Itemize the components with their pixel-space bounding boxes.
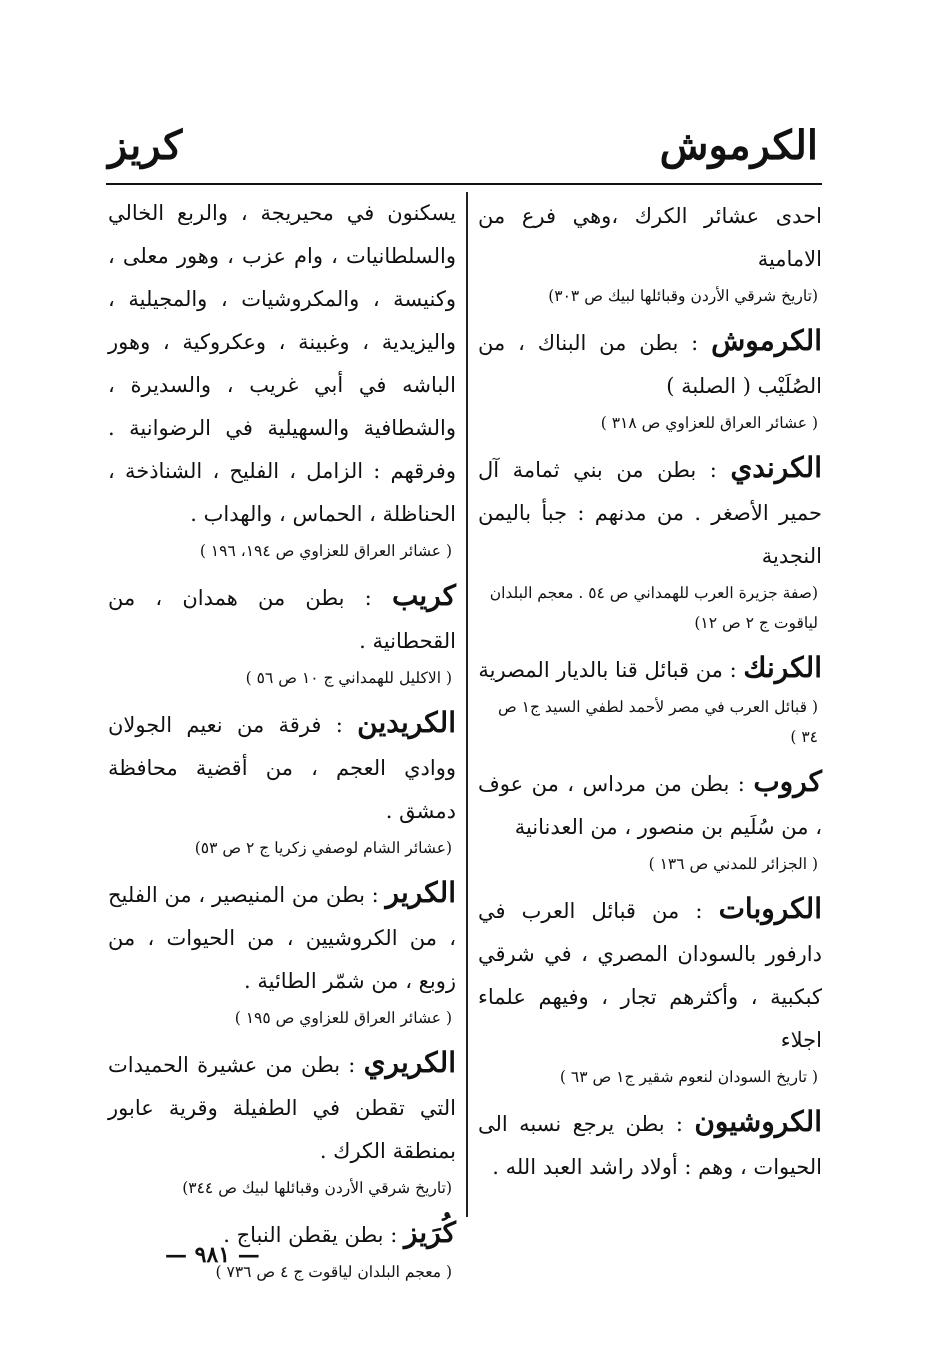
entry-head: الكرموش xyxy=(711,324,822,357)
entry-source: ( الاكليل للهمداني ج ١٠ ص ٥٦ ) xyxy=(245,669,452,687)
entry-head: الكريري xyxy=(363,1046,456,1079)
entry-head: الكريدين xyxy=(357,706,456,739)
entry-source: ( عشائر العراق للعزاوي ص ١٩٤، ١٩٦ ) xyxy=(199,542,452,560)
entry-kariri xyxy=(108,1041,456,1203)
entry-text: الكروشيون : بطن يرجع نسبه الى الحيوات ، وهم : أولاد راشد العبد الله . xyxy=(478,1105,822,1179)
entry-source: ( معجم البلدان لياقوت ج ٤ ص ٧٣٦ ) xyxy=(215,1263,452,1281)
entry-source: ( الجزائر للمدني ص ١٣٦ ) xyxy=(648,855,818,873)
entry-karmush xyxy=(478,319,822,438)
entry-text: الكريري : بطن من عشيرة الحميدات التي تقطن في الطفيلة وقرية عابور بمنطقة الكرك . xyxy=(108,1046,456,1163)
entry-head: كُرَيز xyxy=(403,1216,456,1249)
entry-text: الكرندي : بطن من بني ثمامة آل حمير الأصغر . من مدنهم : جبأ باليمن النجدية xyxy=(478,451,822,568)
entry-head: الكرنك xyxy=(743,651,822,684)
entry-text: الكرنك : من قبائل قنا بالديار المصرية xyxy=(478,651,822,684)
left-column xyxy=(108,192,456,1295)
entry-head: الكروشيون xyxy=(694,1105,822,1138)
header-rule xyxy=(106,183,822,185)
entry-head: الكروبات xyxy=(718,892,822,925)
entry-head: كريب xyxy=(391,579,457,612)
entry-source: ( قبائل العرب في مصر لأحمد لطفي السيد ج١ ص ٣٤ ) xyxy=(498,698,818,746)
right-column xyxy=(478,192,822,1195)
entry-karushiyun xyxy=(478,1100,822,1189)
entry-source: (عشائر الشام لوصفي زكريا ج ٢ ص ٥٣) xyxy=(194,839,452,857)
entry-karub xyxy=(478,760,822,879)
entry-karubat xyxy=(478,887,822,1092)
entry-text: احدى عشائر الكرك ،وهي فرع من الامامية xyxy=(478,204,822,271)
entry-source: (صفة جزيرة العرب للهمداني ص ٥٤ . معجم البلدان لياقوت ج ٢ ص ١٢) xyxy=(489,584,818,632)
entry-source: (تاريخ شرقي الأردن وقبائلها لبيك ص ٣٠٣) xyxy=(548,287,818,305)
entry-text: الكرير : بطن من المنيصير ، من الفليح ، من الكروشيين ، من الحيوات ، من زوبع ، من شمّر الطائية . xyxy=(108,876,456,993)
entry-karnak xyxy=(478,646,822,752)
page-number: — ٩٨١ — xyxy=(165,1242,260,1268)
entry-text: الكروبات : من قبائل العرب في دارفور بالسودان المصري ، في شرقي كبكبية ، وأكثرهم تجار ، وفيهم علماء اجلاء xyxy=(478,892,822,1052)
entry-text: الكريدين : فرقة من نعيم الجولان ووادي العجم ، من أقضية محافظة دمشق . xyxy=(108,706,456,823)
entry-text: كريب : بطن من همدان ، من القحطانية . xyxy=(108,579,457,653)
entry-kurayb xyxy=(108,574,456,693)
entry-head: الكرندي xyxy=(730,451,822,484)
entry-source: ( عشائر العراق للعزاوي ص ٣١٨ ) xyxy=(600,414,818,432)
entry-text: كُرَيز : بطن يقطن النباج . xyxy=(223,1216,456,1249)
entry-source: (تاريخ شرقي الأردن وقبائلها لبيك ص ٣٤٤) xyxy=(182,1179,452,1197)
entry-text: كروب : بطن من مرداس ، من عوف ، من سُلَيم بن منصور ، من العدنانية xyxy=(478,765,822,839)
entry-kuraydin xyxy=(108,701,456,863)
entry-source: ( عشائر العراق للعزاوي ص ١٩٥ ) xyxy=(234,1009,452,1027)
entry-kurayz xyxy=(108,1211,456,1287)
entry-source: ( تاريخ السودان لنعوم شقير ج١ ص ٦٣ ) xyxy=(559,1068,818,1086)
column-divider xyxy=(466,192,468,1217)
entry-continuation xyxy=(108,192,456,566)
entry-karir xyxy=(108,871,456,1033)
entry-text: الكرموش : بطن من البناك ، من الصُلَيْب ( الصلبة ) xyxy=(478,324,822,398)
running-header-left: كريز xyxy=(108,122,183,169)
running-header-right: الكرموش xyxy=(659,122,818,169)
entry-karandi xyxy=(478,446,822,638)
entry-head: الكرير xyxy=(385,876,456,909)
entry-head: كروب xyxy=(753,765,822,798)
entry-continuation xyxy=(478,192,822,311)
entry-text: يسكنون في محيريجة ، والربع الخالي والسلطانيات ، وام عزب ، وهور معلى ، وكنيسة ، والمكروشيات ، والمجيلية ، واليزيدية ، وغبينة ، وعكروكية ، وهور الباشه في أبي غريب ، والسديرة ، والشطافية والسهيلية في الرضوانية . وفرقهم : الزامل ، الفليح ، الشناذخة ، الحناظلة ، الحماس ، والهداب . xyxy=(108,201,456,526)
